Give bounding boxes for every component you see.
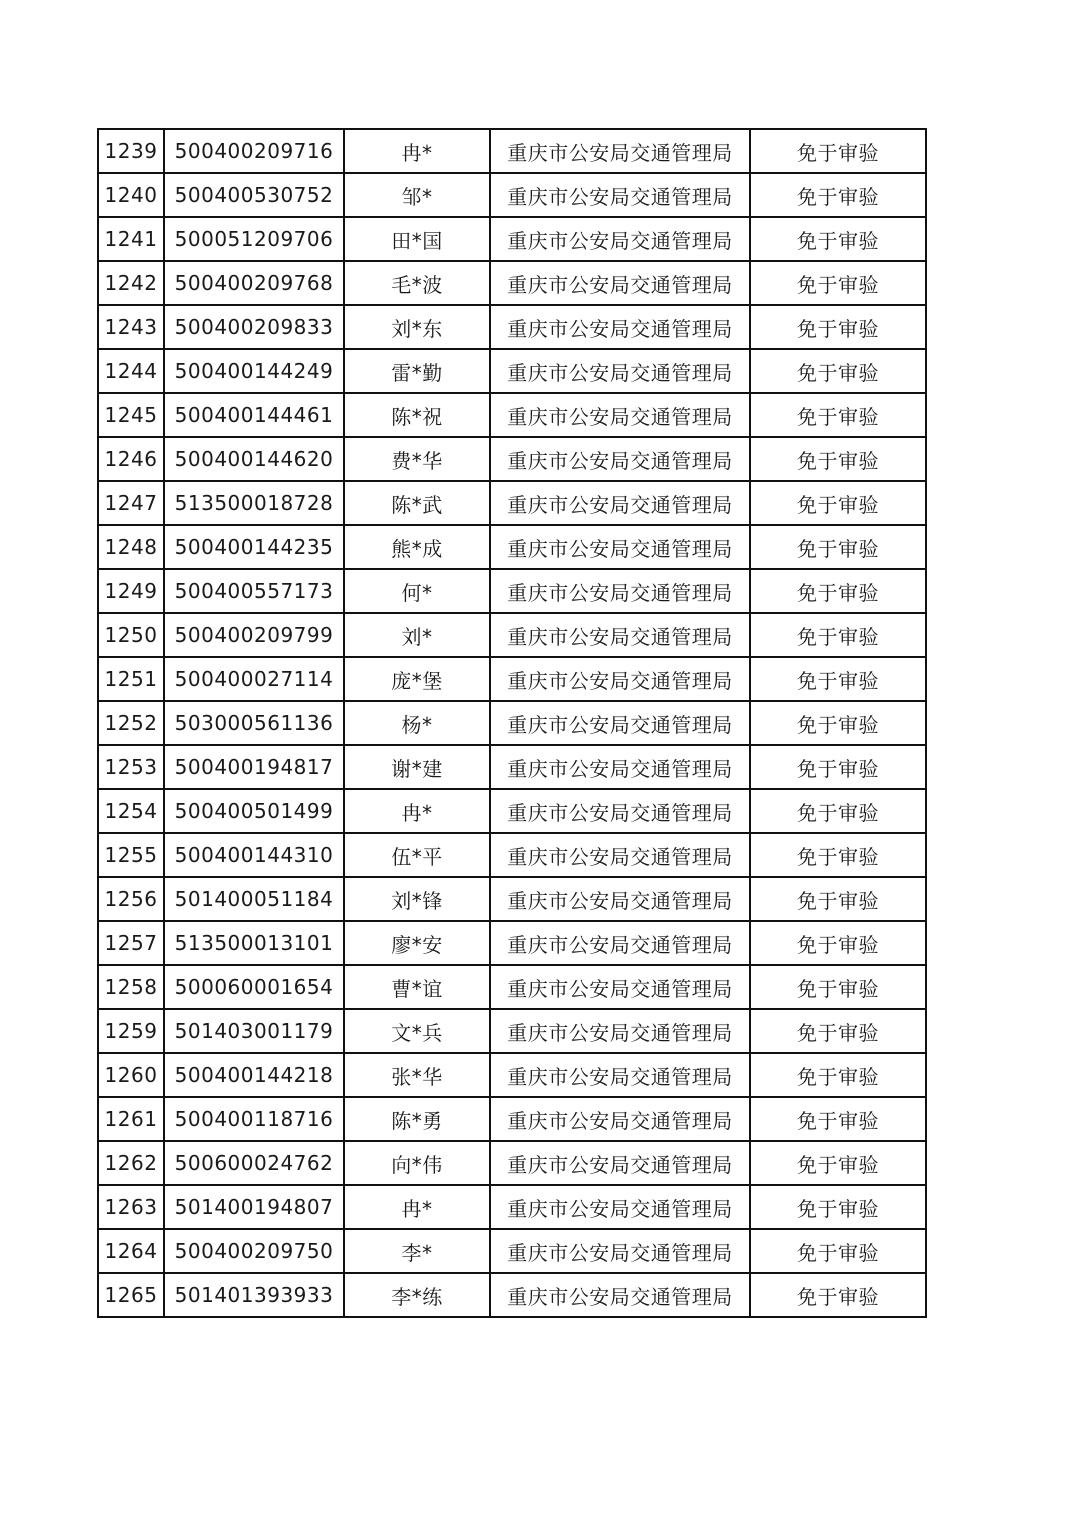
- cell-sequence-number: 1239: [98, 129, 164, 173]
- table-row: [98, 789, 926, 833]
- cell-issuing-authority: 重庆市公安局交通管理局: [490, 129, 750, 173]
- table-row: [98, 877, 926, 921]
- table-row: [98, 1141, 926, 1185]
- cell-review-status: 免于审验: [750, 613, 926, 657]
- cell-sequence-number: 1256: [98, 877, 164, 921]
- table-row: [98, 1229, 926, 1273]
- table-row: [98, 1097, 926, 1141]
- table-row: [98, 1009, 926, 1053]
- cell-issuing-authority: 重庆市公安局交通管理局: [490, 745, 750, 789]
- cell-issuing-authority: 重庆市公安局交通管理局: [490, 525, 750, 569]
- cell-license-number: 500400557173: [164, 569, 344, 613]
- cell-license-number: 500400118716: [164, 1097, 344, 1141]
- cell-sequence-number: 1259: [98, 1009, 164, 1053]
- cell-issuing-authority: 重庆市公安局交通管理局: [490, 877, 750, 921]
- cell-sequence-number: 1241: [98, 217, 164, 261]
- cell-sequence-number: 1248: [98, 525, 164, 569]
- cell-review-status: 免于审验: [750, 481, 926, 525]
- cell-sequence-number: 1263: [98, 1185, 164, 1229]
- cell-license-number: 500400209799: [164, 613, 344, 657]
- cell-license-number: 500600024762: [164, 1141, 344, 1185]
- cell-person-name: 毛*波: [344, 261, 490, 305]
- cell-person-name: 雷*勤: [344, 349, 490, 393]
- cell-review-status: 免于审验: [750, 657, 926, 701]
- cell-person-name: 陈*勇: [344, 1097, 490, 1141]
- table-row: [98, 833, 926, 877]
- cell-review-status: 免于审验: [750, 305, 926, 349]
- cell-review-status: 免于审验: [750, 877, 926, 921]
- table-row: [98, 129, 926, 173]
- cell-person-name: 张*华: [344, 1053, 490, 1097]
- cell-person-name: 曹*谊: [344, 965, 490, 1009]
- cell-sequence-number: 1244: [98, 349, 164, 393]
- cell-person-name: 庞*堡: [344, 657, 490, 701]
- cell-issuing-authority: 重庆市公安局交通管理局: [490, 1097, 750, 1141]
- cell-person-name: 向*伟: [344, 1141, 490, 1185]
- cell-sequence-number: 1265: [98, 1273, 164, 1317]
- cell-license-number: 500400209750: [164, 1229, 344, 1273]
- table-row: [98, 305, 926, 349]
- cell-license-number: 500400027114: [164, 657, 344, 701]
- cell-sequence-number: 1260: [98, 1053, 164, 1097]
- cell-sequence-number: 1246: [98, 437, 164, 481]
- cell-review-status: 免于审验: [750, 1141, 926, 1185]
- cell-license-number: 500400209768: [164, 261, 344, 305]
- cell-person-name: 陈*祝: [344, 393, 490, 437]
- cell-person-name: 邹*: [344, 173, 490, 217]
- table-row: [98, 393, 926, 437]
- cell-issuing-authority: 重庆市公安局交通管理局: [490, 261, 750, 305]
- cell-review-status: 免于审验: [750, 525, 926, 569]
- cell-sequence-number: 1255: [98, 833, 164, 877]
- cell-review-status: 免于审验: [750, 1273, 926, 1317]
- cell-sequence-number: 1254: [98, 789, 164, 833]
- table-row: [98, 525, 926, 569]
- table-row: [98, 1273, 926, 1317]
- table-row: [98, 569, 926, 613]
- cell-sequence-number: 1249: [98, 569, 164, 613]
- cell-person-name: 谢*建: [344, 745, 490, 789]
- cell-review-status: 免于审验: [750, 1229, 926, 1273]
- cell-issuing-authority: 重庆市公安局交通管理局: [490, 1053, 750, 1097]
- cell-review-status: 免于审验: [750, 1185, 926, 1229]
- cell-person-name: 伍*平: [344, 833, 490, 877]
- cell-sequence-number: 1261: [98, 1097, 164, 1141]
- table-row: [98, 217, 926, 261]
- table-row: [98, 657, 926, 701]
- cell-person-name: 熊*成: [344, 525, 490, 569]
- cell-sequence-number: 1245: [98, 393, 164, 437]
- cell-issuing-authority: 重庆市公安局交通管理局: [490, 789, 750, 833]
- cell-review-status: 免于审验: [750, 789, 926, 833]
- cell-sequence-number: 1253: [98, 745, 164, 789]
- cell-issuing-authority: 重庆市公安局交通管理局: [490, 569, 750, 613]
- table-row: [98, 481, 926, 525]
- cell-license-number: 500051209706: [164, 217, 344, 261]
- cell-review-status: 免于审验: [750, 569, 926, 613]
- cell-license-number: 501400194807: [164, 1185, 344, 1229]
- cell-license-number: 501401393933: [164, 1273, 344, 1317]
- cell-issuing-authority: 重庆市公安局交通管理局: [490, 349, 750, 393]
- cell-issuing-authority: 重庆市公安局交通管理局: [490, 613, 750, 657]
- cell-license-number: 500400144620: [164, 437, 344, 481]
- cell-person-name: 刘*锋: [344, 877, 490, 921]
- cell-issuing-authority: 重庆市公安局交通管理局: [490, 173, 750, 217]
- cell-issuing-authority: 重庆市公安局交通管理局: [490, 1141, 750, 1185]
- cell-review-status: 免于审验: [750, 217, 926, 261]
- cell-sequence-number: 1264: [98, 1229, 164, 1273]
- cell-issuing-authority: 重庆市公安局交通管理局: [490, 701, 750, 745]
- cell-license-number: 500400144235: [164, 525, 344, 569]
- cell-license-number: 500400194817: [164, 745, 344, 789]
- cell-review-status: 免于审验: [750, 701, 926, 745]
- cell-sequence-number: 1252: [98, 701, 164, 745]
- cell-license-number: 500400144249: [164, 349, 344, 393]
- table-row: [98, 261, 926, 305]
- cell-review-status: 免于审验: [750, 921, 926, 965]
- cell-review-status: 免于审验: [750, 1009, 926, 1053]
- table-row: [98, 173, 926, 217]
- cell-license-number: 500060001654: [164, 965, 344, 1009]
- table-row: [98, 701, 926, 745]
- cell-license-number: 500400530752: [164, 173, 344, 217]
- cell-person-name: 廖*安: [344, 921, 490, 965]
- cell-person-name: 杨*: [344, 701, 490, 745]
- cell-sequence-number: 1250: [98, 613, 164, 657]
- cell-issuing-authority: 重庆市公安局交通管理局: [490, 657, 750, 701]
- cell-issuing-authority: 重庆市公安局交通管理局: [490, 217, 750, 261]
- cell-review-status: 免于审验: [750, 129, 926, 173]
- cell-issuing-authority: 重庆市公安局交通管理局: [490, 1273, 750, 1317]
- cell-license-number: 501400051184: [164, 877, 344, 921]
- cell-sequence-number: 1251: [98, 657, 164, 701]
- cell-review-status: 免于审验: [750, 261, 926, 305]
- cell-issuing-authority: 重庆市公安局交通管理局: [490, 921, 750, 965]
- cell-issuing-authority: 重庆市公安局交通管理局: [490, 1009, 750, 1053]
- cell-issuing-authority: 重庆市公安局交通管理局: [490, 393, 750, 437]
- records-table: [97, 128, 927, 1318]
- cell-person-name: 何*: [344, 569, 490, 613]
- cell-sequence-number: 1240: [98, 173, 164, 217]
- table-row: [98, 745, 926, 789]
- cell-license-number: 500400209833: [164, 305, 344, 349]
- cell-person-name: 冉*: [344, 1185, 490, 1229]
- cell-person-name: 李*: [344, 1229, 490, 1273]
- cell-license-number: 513500018728: [164, 481, 344, 525]
- cell-license-number: 503000561136: [164, 701, 344, 745]
- cell-license-number: 500400144218: [164, 1053, 344, 1097]
- cell-review-status: 免于审验: [750, 745, 926, 789]
- cell-license-number: 500400501499: [164, 789, 344, 833]
- cell-person-name: 文*兵: [344, 1009, 490, 1053]
- cell-issuing-authority: 重庆市公安局交通管理局: [490, 481, 750, 525]
- table-row: [98, 1053, 926, 1097]
- cell-review-status: 免于审验: [750, 173, 926, 217]
- cell-review-status: 免于审验: [750, 1097, 926, 1141]
- cell-issuing-authority: 重庆市公安局交通管理局: [490, 437, 750, 481]
- cell-review-status: 免于审验: [750, 965, 926, 1009]
- records-table-body: [98, 129, 926, 1317]
- cell-review-status: 免于审验: [750, 393, 926, 437]
- cell-person-name: 费*华: [344, 437, 490, 481]
- table-row: [98, 349, 926, 393]
- cell-sequence-number: 1242: [98, 261, 164, 305]
- cell-sequence-number: 1243: [98, 305, 164, 349]
- cell-license-number: 501403001179: [164, 1009, 344, 1053]
- cell-review-status: 免于审验: [750, 1053, 926, 1097]
- table-row: [98, 1185, 926, 1229]
- cell-issuing-authority: 重庆市公安局交通管理局: [490, 965, 750, 1009]
- cell-sequence-number: 1258: [98, 965, 164, 1009]
- cell-sequence-number: 1262: [98, 1141, 164, 1185]
- cell-review-status: 免于审验: [750, 437, 926, 481]
- cell-person-name: 刘*: [344, 613, 490, 657]
- cell-person-name: 田*国: [344, 217, 490, 261]
- cell-sequence-number: 1247: [98, 481, 164, 525]
- cell-issuing-authority: 重庆市公安局交通管理局: [490, 833, 750, 877]
- cell-person-name: 李*练: [344, 1273, 490, 1317]
- table-row: [98, 613, 926, 657]
- cell-review-status: 免于审验: [750, 349, 926, 393]
- cell-license-number: 500400144310: [164, 833, 344, 877]
- cell-license-number: 513500013101: [164, 921, 344, 965]
- table-row: [98, 921, 926, 965]
- cell-person-name: 刘*东: [344, 305, 490, 349]
- cell-issuing-authority: 重庆市公安局交通管理局: [490, 1229, 750, 1273]
- cell-license-number: 500400144461: [164, 393, 344, 437]
- table-row: [98, 965, 926, 1009]
- cell-person-name: 冉*: [344, 129, 490, 173]
- cell-license-number: 500400209716: [164, 129, 344, 173]
- cell-issuing-authority: 重庆市公安局交通管理局: [490, 305, 750, 349]
- cell-sequence-number: 1257: [98, 921, 164, 965]
- cell-person-name: 陈*武: [344, 481, 490, 525]
- table-row: [98, 437, 926, 481]
- cell-review-status: 免于审验: [750, 833, 926, 877]
- cell-issuing-authority: 重庆市公安局交通管理局: [490, 1185, 750, 1229]
- cell-person-name: 冉*: [344, 789, 490, 833]
